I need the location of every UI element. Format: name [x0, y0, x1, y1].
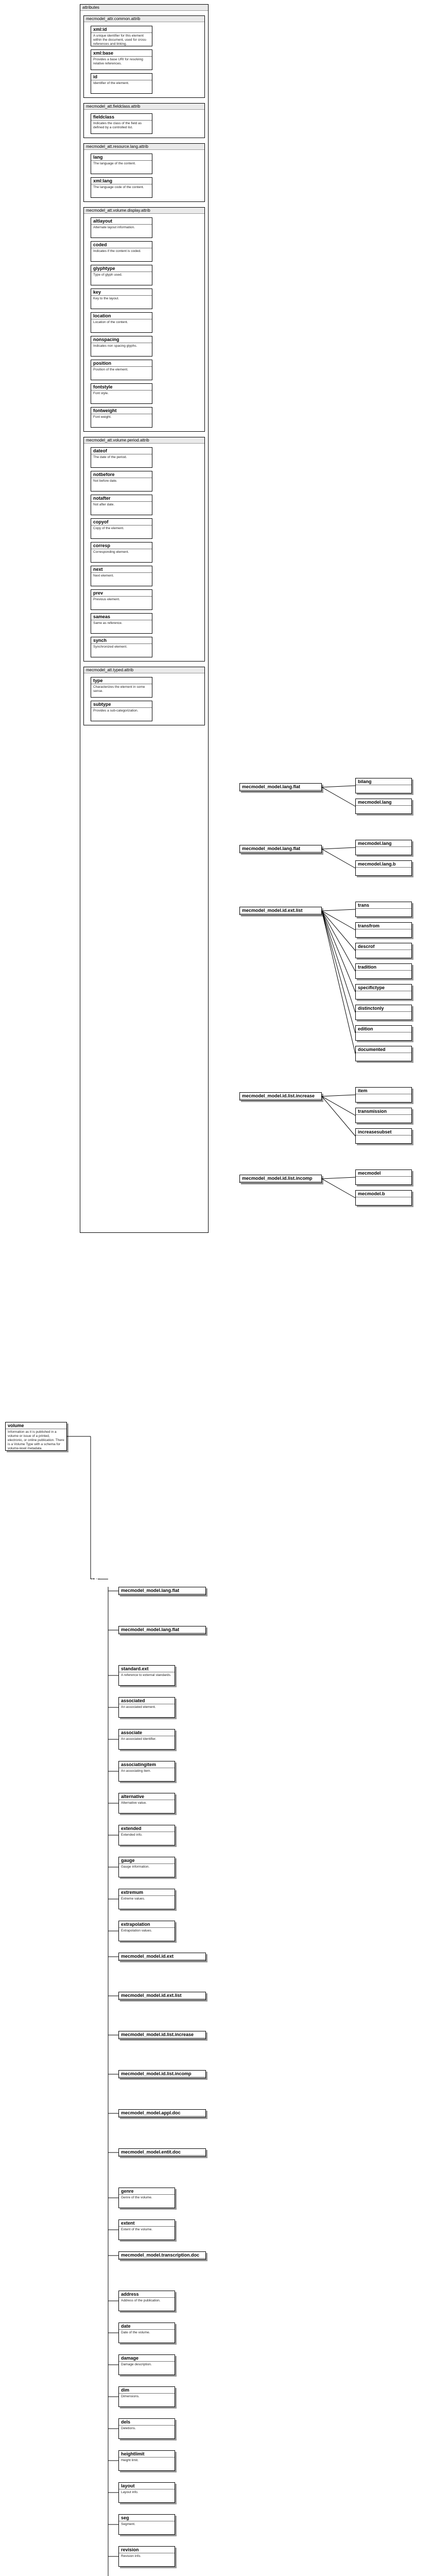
attribute-doc: Copy of the element.: [93, 527, 124, 530]
child-name: alternative: [119, 1793, 175, 1800]
right-model-node[interactable]: [239, 845, 322, 853]
connector: [322, 1095, 355, 1096]
right-sub-node[interactable]: [355, 1128, 412, 1144]
child-name: associate: [119, 1730, 175, 1736]
child-doc: Damage description.: [121, 2363, 152, 2366]
connector: [322, 911, 355, 992]
connector: [322, 786, 355, 787]
attribute-node[interactable]: [91, 613, 152, 634]
attribute-node[interactable]: [91, 113, 152, 134]
child-doc: Extent of the volume.: [121, 2228, 153, 2231]
connector: [322, 1096, 355, 1136]
child-doc: An associated element.: [121, 1705, 156, 1709]
attribute-doc: Provides a base URI for resolving relative references.: [93, 58, 143, 65]
attribute-name: synch: [91, 637, 152, 644]
attribute-doc: Font weight.: [93, 415, 112, 419]
child-element-node[interactable]: [118, 2291, 175, 2311]
attribute-name: type: [91, 677, 152, 684]
connector: [322, 909, 355, 911]
attribute-doc: Corresponding element.: [93, 550, 129, 554]
child-doc: Segment.: [121, 2522, 135, 2526]
right-sub-node[interactable]: [355, 1046, 412, 1061]
attribute-name: xml:lang: [91, 178, 152, 184]
child-name: extrapolation: [119, 1921, 175, 1928]
child-name: mecmodel_model.id.list.incomp: [119, 2071, 205, 2077]
attribute-node[interactable]: [91, 265, 152, 285]
attribute-doc: Synchronized element.: [93, 645, 128, 649]
child-doc: Extreme values.: [121, 1897, 145, 1901]
attribute-node[interactable]: [91, 217, 152, 238]
attribute-name: glyphtype: [91, 265, 152, 272]
child-name: extremum: [119, 1889, 175, 1896]
attribute-name: prev: [91, 590, 152, 597]
connector: [322, 1096, 355, 1115]
child-name: mecmodel_model.id.list.increase: [119, 2031, 205, 2038]
child-name: mecmodel_model.lang.flat: [119, 1587, 205, 1594]
attribute-doc: Indicates the class of the field as defined by a controlled list.: [93, 122, 142, 129]
right-sub-name: specifictype: [356, 985, 411, 991]
child-doc: Dimensions.: [121, 2395, 140, 2398]
attribute-doc: The language code of the content.: [93, 185, 144, 189]
right-sub-name: descrof: [356, 943, 411, 950]
right-sub-node[interactable]: [355, 984, 412, 999]
attribute-node[interactable]: [91, 677, 152, 698]
attribute-name: nonspacing: [91, 336, 152, 343]
attribute-name: coded: [91, 242, 152, 248]
attribute-name: fontstyle: [91, 384, 152, 391]
attribute-name: altlayout: [91, 218, 152, 225]
child-name: mecmodel_model.entit.doc: [119, 2149, 205, 2156]
child-element-node[interactable]: [118, 1697, 175, 1718]
child-name: standard.ext: [119, 1666, 175, 1672]
attribute-doc: Not after date.: [93, 503, 115, 506]
right-sub-name: trans: [356, 902, 411, 909]
right-model-name: mecmodel_model.id.ext.list: [240, 907, 321, 914]
attribute-name: xml:id: [91, 26, 152, 33]
right-sub-name: transmission: [356, 1108, 411, 1115]
child-element-node[interactable]: [118, 2418, 175, 2439]
attribute-doc: Previous element.: [93, 598, 120, 601]
attribute-name: xml:base: [91, 50, 152, 57]
attribute-node[interactable]: [91, 637, 152, 657]
attribute-name: copyof: [91, 519, 152, 526]
child-name: mecmodel_model.id.ext.list: [119, 1992, 205, 1999]
connector: [322, 911, 355, 1054]
child-doc: Height limit.: [121, 2459, 139, 2462]
child-element-node[interactable]: [118, 1921, 175, 1941]
attribute-name: key: [91, 289, 152, 296]
child-element-node[interactable]: [118, 2188, 175, 2208]
attribute-name: notbefore: [91, 471, 152, 478]
right-model-node[interactable]: [239, 907, 322, 915]
attribute-group-title: mecmodel_att.volume.period.attrib: [84, 437, 204, 444]
attribute-name: location: [91, 313, 152, 319]
attribute-node[interactable]: [91, 336, 152, 357]
child-name: revision: [119, 2547, 175, 2553]
attribute-doc: Indicates non spacing glyphs.: [93, 344, 137, 348]
child-name: extended: [119, 1825, 175, 1832]
attribute-node[interactable]: [91, 447, 152, 468]
attribute-node[interactable]: [91, 289, 152, 309]
attribute-node[interactable]: [91, 383, 152, 404]
model-group-node[interactable]: [118, 2070, 206, 2078]
child-name: mecmodel_model.transcription.doc: [119, 2252, 205, 2259]
child-doc: Extended info.: [121, 1833, 143, 1837]
model-group-node[interactable]: [118, 2251, 206, 2260]
right-sub-name: mecmodel.lang.b: [356, 861, 411, 868]
right-sub-node[interactable]: [355, 943, 412, 958]
child-element-node[interactable]: [118, 1793, 175, 1814]
child-name: genre: [119, 2188, 175, 2195]
attribute-node[interactable]: [91, 312, 152, 333]
root-volume-name: volume: [6, 1422, 66, 1429]
attribute-name: subtype: [91, 701, 152, 708]
model-group-node[interactable]: [118, 1626, 206, 1634]
right-sub-node[interactable]: [355, 963, 412, 979]
attribute-doc: Not before date.: [93, 479, 117, 483]
root-volume-node[interactable]: [5, 1422, 67, 1451]
attribute-node[interactable]: [91, 542, 152, 563]
child-doc: An associating item.: [121, 1769, 151, 1773]
child-element-node[interactable]: [118, 1729, 175, 1750]
child-element-node[interactable]: [118, 2450, 175, 2471]
connector: [322, 787, 355, 806]
attribute-name: id: [91, 74, 152, 80]
model-group-node[interactable]: [118, 2148, 206, 2157]
child-doc: Alternative value.: [121, 1801, 147, 1805]
right-model-node[interactable]: [239, 783, 322, 791]
connector: [322, 849, 355, 868]
child-element-node[interactable]: [118, 1761, 175, 1782]
attribute-name: position: [91, 360, 152, 367]
child-doc: Date of the volume.: [121, 2331, 150, 2334]
child-name: mecmodel_model.id.ext: [119, 1953, 205, 1960]
attribute-node[interactable]: [91, 73, 152, 94]
connector: [322, 911, 355, 971]
attribute-doc: A unique identifier for this element within the document, used for cross-references and linking.: [93, 34, 147, 46]
attribute-node[interactable]: [91, 154, 152, 174]
right-sub-name: mecmodel.b: [356, 1191, 411, 1197]
child-name: associatingitem: [119, 1761, 175, 1768]
attribute-group-title: mecmodel_att.fieldclass.attrib: [84, 104, 204, 110]
child-name: damage: [119, 2355, 175, 2362]
attribute-name: lang: [91, 154, 152, 161]
child-name: mecmodel_model.appl.doc: [119, 2110, 205, 2116]
right-sub-name: mecmodel.lang: [356, 799, 411, 806]
child-doc: Address of the publication.: [121, 2299, 161, 2302]
right-sub-node[interactable]: [355, 840, 412, 855]
model-group-node[interactable]: [118, 2109, 206, 2117]
child-doc: Revision info.: [121, 2554, 142, 2558]
model-group-node[interactable]: [118, 2031, 206, 2039]
attribute-group-title: mecmodel_att.typed.attrib: [84, 667, 204, 673]
attribute-node[interactable]: [91, 241, 152, 262]
right-sub-name: edition: [356, 1026, 411, 1032]
right-sub-name: documented: [356, 1046, 411, 1053]
child-doc: Gauge information.: [121, 1865, 150, 1869]
child-doc: Genre of the volume.: [121, 2196, 152, 2199]
attribute-doc: Characterizes the element in some sense.: [93, 685, 145, 693]
child-name: date: [119, 2323, 175, 2330]
child-name: heightlimit: [119, 2451, 175, 2458]
child-element-node[interactable]: [118, 2354, 175, 2375]
child-element-node[interactable]: [118, 2219, 175, 2240]
sequence-connector: ⊶ ⋯: [91, 1577, 100, 1581]
attributes-box-title: attributes: [80, 5, 208, 11]
child-name: mecmodel_model.lang.flat: [119, 1626, 205, 1633]
model-group-node[interactable]: [118, 1953, 206, 1961]
child-doc: Extrapolation values.: [121, 1929, 152, 1933]
attribute-name: fieldclass: [91, 114, 152, 121]
attribute-node[interactable]: [91, 566, 152, 586]
attribute-name: next: [91, 566, 152, 573]
child-name: dels: [119, 2419, 175, 2426]
right-sub-name: mecmodel: [356, 1170, 411, 1177]
attribute-node[interactable]: [91, 49, 152, 70]
child-element-node[interactable]: [118, 2323, 175, 2343]
attribute-doc: Alternate layout information.: [93, 226, 135, 229]
attribute-group-title: mecmodel_att.resource.lang.attrib: [84, 144, 204, 150]
child-element-node[interactable]: [118, 1665, 175, 1686]
right-sub-node[interactable]: [355, 1025, 412, 1041]
right-sub-name: distinctonly: [356, 1005, 411, 1012]
child-doc: A reference to external standards.: [121, 1673, 171, 1677]
connector: [322, 911, 355, 1033]
attribute-name: notafter: [91, 495, 152, 502]
attribute-doc: Provides a sub-categorization.: [93, 709, 139, 713]
child-element-node[interactable]: [118, 1889, 175, 1909]
child-element-node[interactable]: [118, 1825, 175, 1845]
right-model-node[interactable]: [239, 1175, 322, 1183]
right-sub-name: item: [356, 1088, 411, 1094]
child-element-node[interactable]: [118, 2386, 175, 2407]
attribute-doc: Position of the element.: [93, 368, 128, 371]
child-element-node[interactable]: [118, 2482, 175, 2503]
attribute-node[interactable]: [91, 589, 152, 610]
child-name: gauge: [119, 1857, 175, 1864]
attribute-doc: Key to the layout.: [93, 297, 119, 300]
right-sub-name: bilang: [356, 778, 411, 785]
right-model-name: mecmodel_model.lang.flat: [240, 784, 321, 790]
model-group-node[interactable]: [118, 1587, 206, 1595]
attribute-group-title: mecmodel_att.volume.display.attrib: [84, 208, 204, 214]
right-sub-node[interactable]: [355, 1005, 412, 1020]
attribute-node[interactable]: [91, 360, 152, 380]
attribute-doc: Next element.: [93, 574, 114, 578]
attribute-node[interactable]: [91, 471, 152, 492]
attribute-doc: Type of glyph used.: [93, 273, 123, 277]
right-sub-node[interactable]: [355, 922, 412, 938]
attribute-doc: Identifier of the element.: [93, 81, 129, 85]
child-name: address: [119, 2291, 175, 2298]
right-model-name: mecmodel_model.lang.flat: [240, 845, 321, 852]
child-doc: An associated identifier.: [121, 1737, 157, 1741]
attribute-doc: Indicates if the content is coded.: [93, 249, 141, 253]
child-name: extent: [119, 2220, 175, 2227]
right-model-node[interactable]: [239, 1092, 322, 1100]
child-element-node[interactable]: [118, 1857, 175, 1877]
right-sub-node[interactable]: [355, 860, 412, 876]
right-sub-node[interactable]: [355, 778, 412, 793]
attribute-node[interactable]: [91, 518, 152, 539]
root-volume-doc: Information as it is published in a volume or issue of a printed, electronic, or online publication. There is a Volume Type with a schema for volume-level metadata.: [8, 1430, 64, 1450]
connector: [322, 1179, 355, 1198]
right-model-name: mecmodel_model.id.list.increase: [240, 1093, 321, 1099]
attribute-node[interactable]: [91, 495, 152, 515]
attribute-node[interactable]: [91, 177, 152, 198]
child-element-node[interactable]: [118, 2514, 175, 2535]
right-sub-name: increasesubset: [356, 1129, 411, 1136]
attribute-doc: The language of the content.: [93, 162, 136, 165]
attribute-name: dateof: [91, 448, 152, 454]
child-doc: Deletions.: [121, 2427, 136, 2430]
attribute-doc: Same as reference.: [93, 621, 123, 625]
connector: [322, 911, 355, 951]
attribute-node[interactable]: [91, 26, 152, 46]
connector: [322, 1177, 355, 1179]
attribute-group-title: mecmodel_attr.common.attrib: [84, 16, 204, 22]
attribute-node[interactable]: [91, 701, 152, 721]
right-sub-node[interactable]: [355, 902, 412, 917]
model-group-node[interactable]: [118, 1992, 206, 2000]
right-sub-node[interactable]: [355, 1087, 412, 1103]
attribute-name: sameas: [91, 614, 152, 620]
child-element-node[interactable]: [118, 2546, 175, 2567]
right-sub-name: mecmodel.lang: [356, 840, 411, 847]
right-sub-node[interactable]: [355, 799, 412, 814]
right-sub-name: transfrom: [356, 923, 411, 929]
connector: [322, 911, 355, 930]
attribute-doc: Font style.: [93, 392, 109, 395]
child-name: associated: [119, 1698, 175, 1704]
connector: [322, 911, 355, 1012]
child-name: seg: [119, 2515, 175, 2521]
right-sub-name: tradition: [356, 964, 411, 971]
right-sub-node[interactable]: [355, 1190, 412, 1206]
child-name: dim: [119, 2387, 175, 2394]
right-model-name: mecmodel_model.id.list.incomp: [240, 1175, 321, 1182]
attribute-doc: The date of the period.: [93, 455, 127, 459]
child-name: layout: [119, 2483, 175, 2489]
right-sub-node[interactable]: [355, 1108, 412, 1123]
right-sub-node[interactable]: [355, 1170, 412, 1185]
attribute-name: fontweight: [91, 408, 152, 414]
attribute-node[interactable]: [91, 407, 152, 428]
child-doc: Layout info.: [121, 2490, 139, 2494]
connector: [322, 848, 355, 849]
attribute-doc: Location of the content.: [93, 320, 128, 324]
attribute-name: corresp: [91, 543, 152, 549]
